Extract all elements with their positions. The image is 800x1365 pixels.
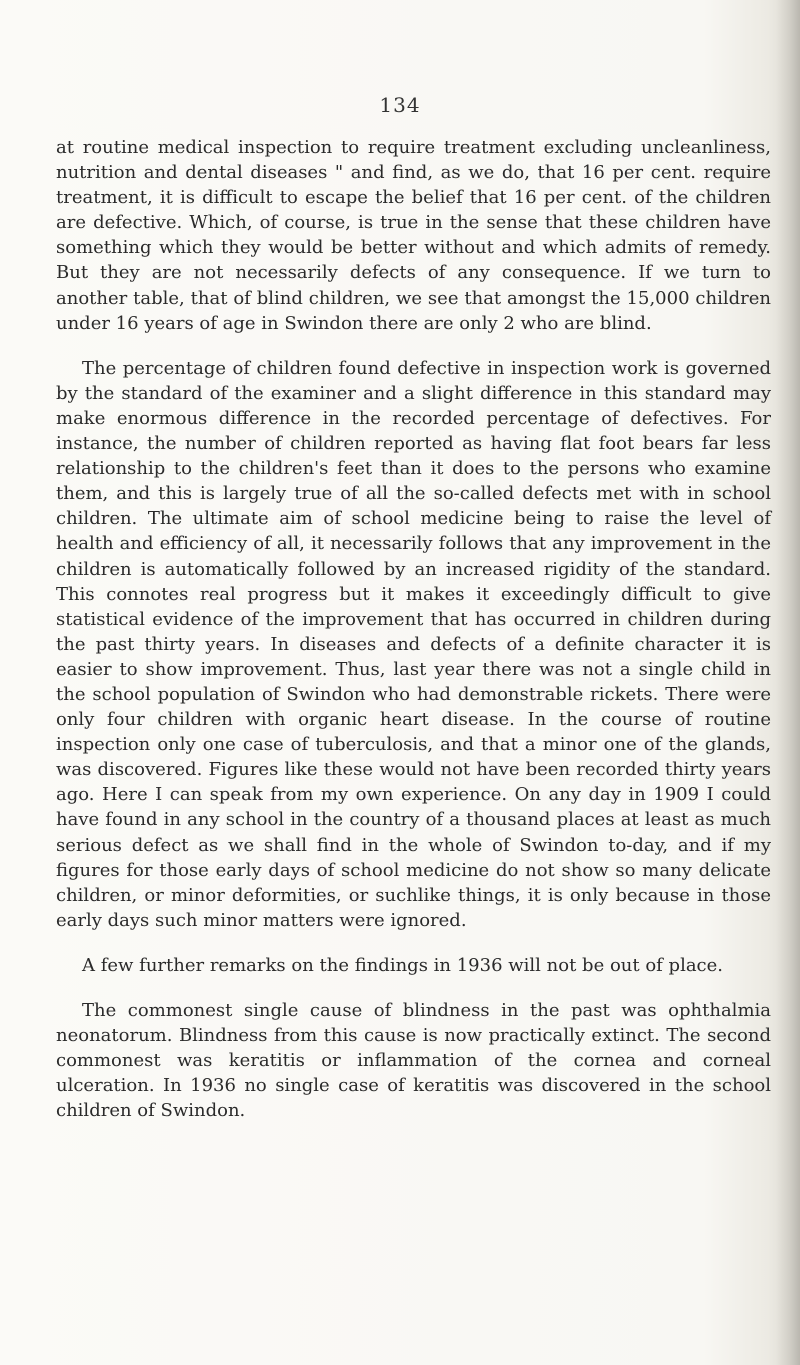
body-text [56,135,771,1123]
paragraph-gap [56,933,771,953]
paragraph-defective-percentage: The percentage of children found defective in inspection work is governed by the standard of the examiner and a slight difference in this standard may make enormous difference in the recorded percentage of defectives. For instance, the number of children reported as having flat foot bears far less relationship to the children's feet than it does to the persons who examine them, and this is largely true of all the so-called defects met with in school children. The ultimate aim of school medicine being to raise the level of health and efficiency of all, it necessarily follows that any improvement in the children is automatically followed by an increased rigidity of the standard. This connotes real progress but it makes it exceedingly difficult to give statistical evidence of the improvement that has occurred in children during the past thirty years. In diseases and defects of a definite character it is easier to show improvement. Thus, last year there was not a single child in the school population of Swindon who had demonstrable rickets. There were only four children with organic heart disease. In the course of routine inspection only one case of tuberculosis, and that a minor one of the glands, was discovered. Figures like these would not have been recorded thirty years ago. Here I can speak from my own experience. On any day in 1909 I could have found in any school in the country of a thousand places at least as much serious defect as we shall find in the whole of Swindon to-day, and if my figures for those early days of school medicine do not show so many delicate children, or minor deformities, or suchlike things, it is only because in those early days such minor matters were ignored. [56,357,771,931]
paragraph-further-remarks: A few further remarks on the findings in 1936 will not be out of place. [82,954,724,976]
page-edge-shadow [776,0,800,1365]
paragraph-gap [56,336,771,356]
paragraph-blindness: The commonest single cause of blindness in the past was ophthalmia neonatorum. Blindness from this cause is now practically extinct. The second commonest was keratitis or inflammation of the cornea and corneal ulceration. In 1936 no single case of keratitis was discovered in the school children of Swindon. [56,1000,771,1122]
page-number: 134 [379,93,421,117]
paragraph-gap [56,978,771,998]
paragraph-continued: at routine medical inspection to require treatment excluding uncleanliness, nutrition and dental diseases " and find, as we do, that 16 per cent. require treatment, it is difficult to escape the belief that 16 per cent. of the children are defective. Which, of course, is true in the sense that these children have something which they would be better without and which admits of remedy. But they are not necessarily defects of any consequence. If we turn to another table, that of blind children, we see that amongst the 15,000 children under 16 years of age in Swindon there are only 2 who are blind. [56,137,771,334]
